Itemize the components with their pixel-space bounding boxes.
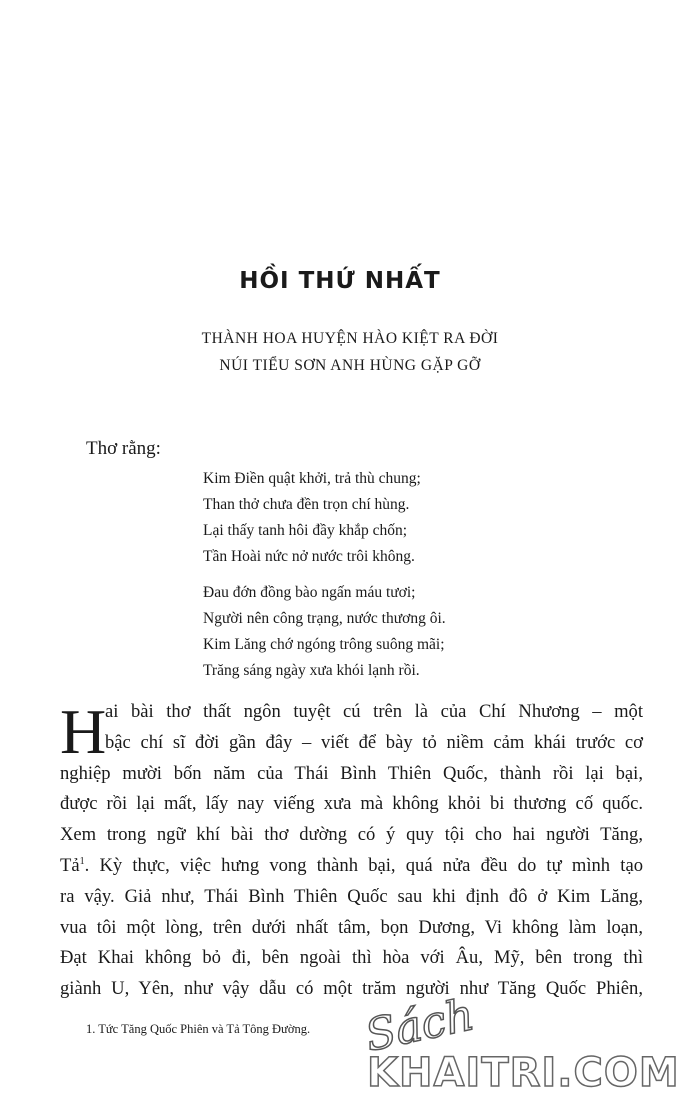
footnote: 1. Tức Tăng Quốc Phiên và Tả Tông Đường.	[86, 1022, 311, 1036]
drop-cap: H	[60, 696, 107, 767]
body-line	[60, 851, 643, 882]
watermark-script: Sách	[360, 989, 479, 1062]
poem-line: Lại thấy tanh hôi đầy khắp chốn;	[203, 522, 408, 539]
body-line-start: Tả	[60, 854, 80, 876]
body-line: Đạt Khai không bỏ đi, bên ngoài thì hòa với Âu, Mỹ, bên trong thì	[60, 947, 643, 969]
poem-line: Đau đớn đồng bào ngấn máu tươi;	[203, 584, 416, 601]
body-paragraph	[60, 697, 643, 1005]
watermark-logo	[355, 989, 685, 1105]
watermark-brand: KHAITRI.COM	[367, 1050, 680, 1096]
footnote-ref: 1	[79, 855, 85, 867]
chapter-title: HỒI THỨ NHẤT	[239, 268, 441, 294]
body-line: giành U, Yên, như vậy dẫu có một trăm người như Tăng Quốc Phiên,	[60, 978, 643, 1000]
body-line: nghiệp mười bốn năm của Thái Bình Thiên Quốc, thành rồi lại bại,	[60, 762, 643, 784]
poem-intro: Thơ rằng:	[86, 438, 161, 459]
poem-line: Than thở chưa đền trọn chí hùng.	[203, 496, 410, 513]
chapter-subtitle-line-1: THÀNH HOA HUYỆN HÀO KIỆT RA ĐỜI	[201, 330, 499, 347]
poem-line: Trăng sáng ngày xưa khói lạnh rồi.	[203, 662, 420, 679]
chapter-subtitle-line-2: NÚI TIỂU SƠN ANH HÙNG GẶP GỠ	[219, 357, 481, 374]
poem-line: Tần Hoài nức nở nước trôi không.	[203, 548, 415, 565]
body-line: Xem trong ngữ khí bài thơ dường có ý quy tội cho hai người Tăng,	[60, 824, 643, 846]
poem-line: Người nên công trạng, nước thương ôi.	[203, 610, 446, 627]
body-line: ai bài thơ thất ngôn tuyệt cú trên là của Chí Nhương – một	[105, 701, 643, 722]
body-line: vua tôi một lòng, trên dưới nhất tâm, bọn Dương, Vi không làm loạn,	[60, 916, 643, 938]
body-line: được rồi lại mất, lấy nay viếng xưa mà không khỏi bi thương cố quốc.	[60, 793, 643, 815]
poem-line: Kim Lăng chớ ngóng trông suông mãi;	[203, 636, 445, 653]
poem-stanza-2	[203, 580, 446, 684]
body-line: bậc chí sĩ đời gần đây – viết để bày tỏ niềm cảm khái trước cơ	[105, 731, 643, 753]
body-line: ra vậy. Giả như, Thái Bình Thiên Quốc sau khi định đô ở Kim Lăng,	[60, 885, 643, 907]
poem-line: Kim Điền quật khởi, trả thù chung;	[203, 470, 421, 487]
poem-stanza-1	[203, 466, 421, 570]
body-line-rest: . Kỳ thực, việc hưng vong thành bại, quá nửa đều do tự mình tạo	[84, 854, 643, 876]
